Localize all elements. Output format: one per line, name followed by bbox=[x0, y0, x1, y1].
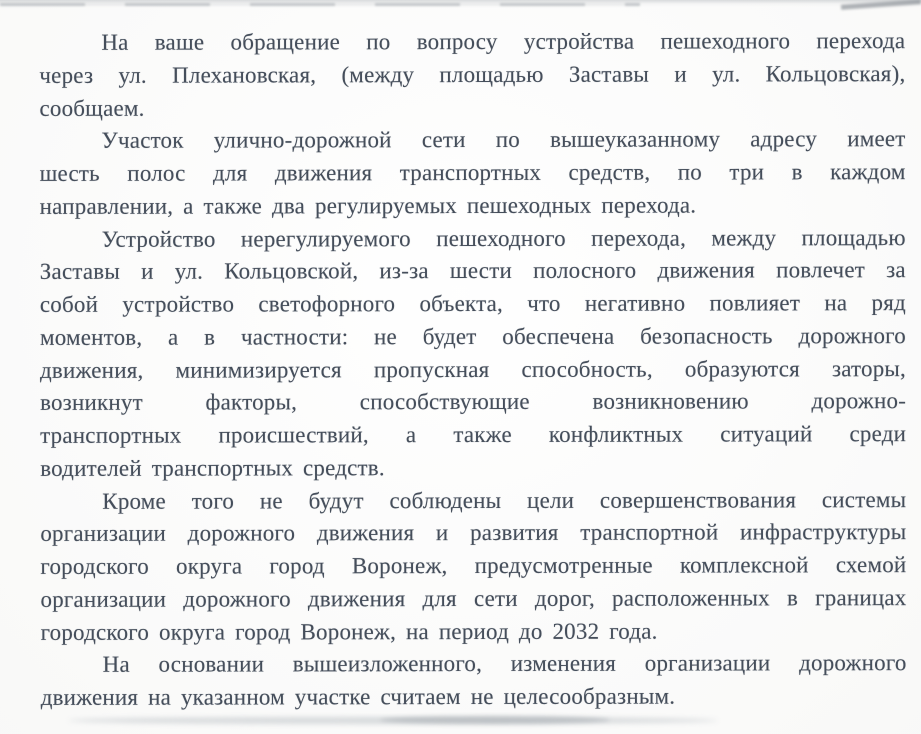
text-line: На основании вышеизложенного, изменения организации дорожного bbox=[102, 650, 907, 678]
text-line: движения, минимизируется пропускная способность, образуются заторы, bbox=[39, 355, 907, 383]
text-line: движения на указанном участке считаем не целесообразным. bbox=[40, 683, 676, 710]
paragraph bbox=[39, 25, 905, 125]
paragraph bbox=[39, 123, 905, 223]
paragraph bbox=[41, 647, 907, 714]
paragraph bbox=[40, 222, 907, 486]
text-block bbox=[39, 25, 906, 715]
text-line: городского округа город Воронеж, предусмотренные комплексной схемой bbox=[40, 552, 907, 579]
text-line: сообщаем. bbox=[39, 95, 145, 121]
text-line: Кроме того не будут соблюдены цели совершенствования системы bbox=[102, 486, 907, 514]
text-line: шесть полос для движения транспортных средств, по три в каждом bbox=[39, 159, 906, 186]
text-line: Заставы и ул. Кольцовской, из-за шести полосного движения повлечет за bbox=[39, 257, 906, 285]
text-line: водителей транспортных средств. bbox=[40, 454, 385, 481]
paragraph bbox=[40, 484, 906, 650]
text-line: организации дорожного движения для сети дорог, расположенных в границах bbox=[40, 584, 907, 612]
text-line: Участок улично-дорожной сети по вышеуказанному адресу имеет bbox=[101, 126, 906, 154]
text-line: направлении, а также два регулируемых пешеходных перехода. bbox=[39, 192, 697, 219]
text-line: через ул. Плехановская, (между площадью Заставы и ул. Кольцовская), bbox=[39, 60, 906, 88]
text-line: Устройство нерегулируемого пешеходного перехода, между площадью bbox=[101, 224, 906, 252]
text-line: собой устройство светофорного объекта, что негативно повлияет на ряд bbox=[39, 290, 906, 317]
text-line: возникнут факторы, способствующие возникновению дорожно- bbox=[40, 388, 907, 416]
text-line: городского округа город Воронеж, на период до 2032 года. bbox=[40, 618, 658, 645]
scan-artifact-bottom-smudge bbox=[380, 716, 610, 724]
text-line: организации дорожного движения и развития транспортной инфраструктуры bbox=[40, 519, 907, 547]
scan-artifact-top-dashes bbox=[0, 3, 640, 6]
text-line: На ваше обращение по вопросу устройства пешеходного перехода bbox=[101, 28, 906, 55]
text-line: транспортных происшествий, а также конфликтных ситуаций среди bbox=[40, 421, 907, 448]
text-line: моментов, а в частности: не будет обеспечена безопасность дорожного bbox=[39, 322, 906, 350]
